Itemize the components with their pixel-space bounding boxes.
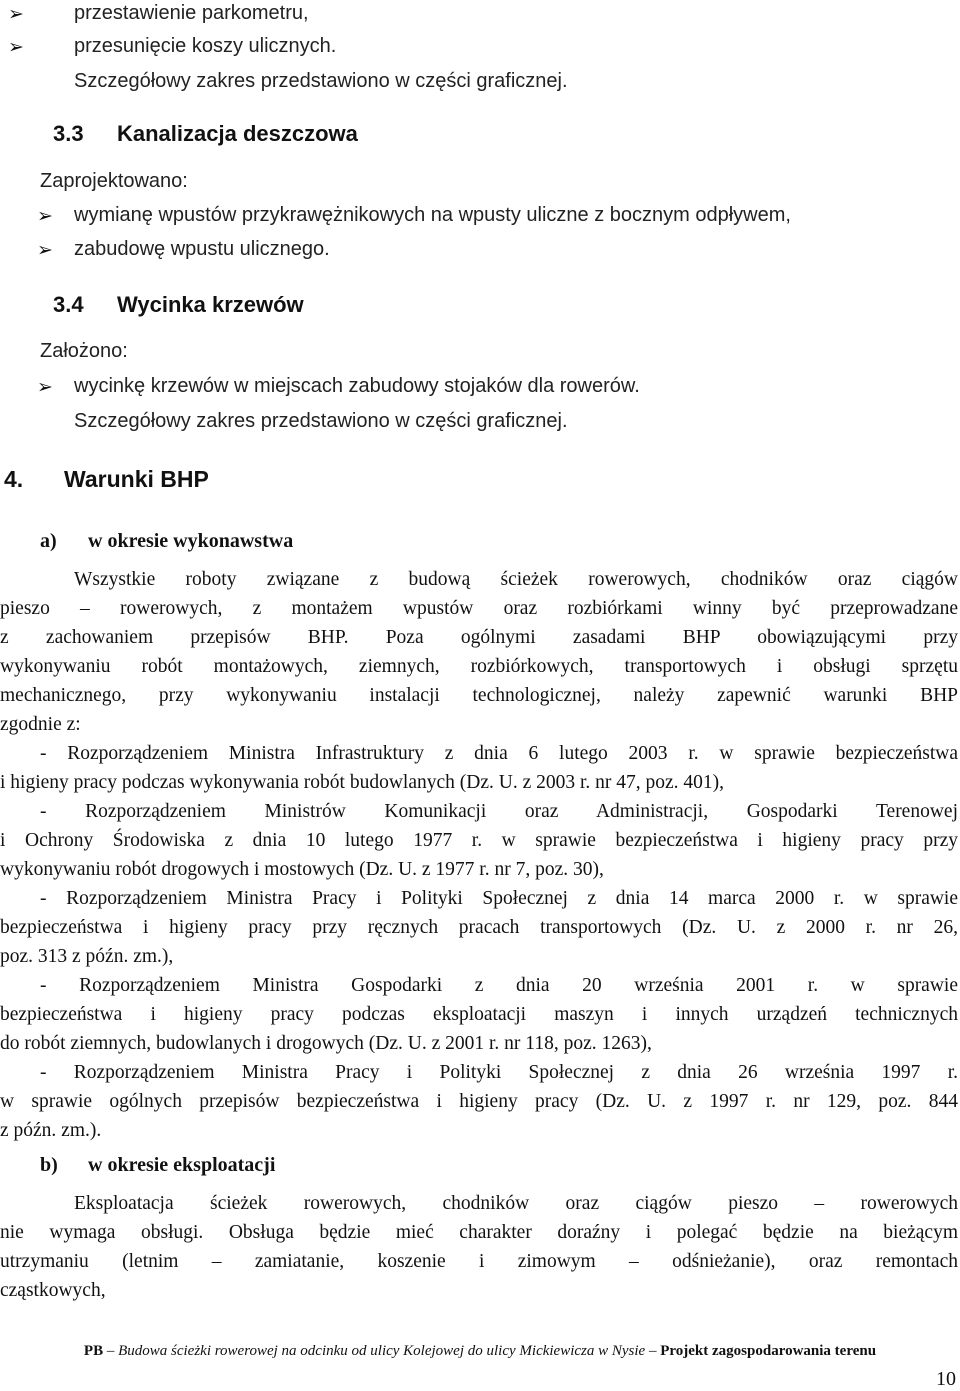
paragraph-line: pieszo – rowerowych, z montażem wpustów oraz rozbiórkami winny być przeprowadzane	[0, 598, 958, 619]
footer-document-type: Projekt zagospodarowania terenu	[660, 1343, 877, 1359]
arrow-bullet-icon: ➢	[37, 376, 53, 398]
footer-pb: PB	[83, 1343, 104, 1359]
paragraph-line: z zachowaniem przepisów BHP. Poza ogólnymi zasadami BHP obowiązującymi przy	[0, 627, 958, 648]
section-number: 3.3	[53, 121, 84, 146]
page-footer	[0, 1343, 960, 1360]
graphic-reference-note: Szczegółowy zakres przedstawiono w części graficznej.	[74, 410, 568, 432]
arrow-bullet-icon: ➢	[37, 205, 53, 227]
paragraph-line: poz. 313 z późn. zm.),	[0, 946, 174, 967]
paragraph-line: wykonywaniu robót drogowych i mostowych (Dz. U. z 1977 r. nr 7, poz. 30),	[0, 859, 604, 880]
section-number: 3.4	[53, 292, 84, 317]
paragraph-line: - Rozporządzeniem Ministra Pracy i Polityki Społecznej z dnia 14 marca 2000 r. w sprawie	[40, 888, 958, 909]
paragraph-line: - Rozporządzeniem Ministra Pracy i Polityki Społecznej z dnia 26 września 1997 r.	[40, 1062, 958, 1083]
subsection-title: w okresie wykonawstwa	[88, 530, 294, 552]
paragraph-line: Eksploatacja ścieżek rowerowych, chodników oraz ciągów pieszo – rowerowych	[74, 1193, 958, 1214]
paragraph-line: cząstkowych,	[0, 1280, 106, 1301]
paragraph-line: do robót ziemnych, budowlanych i drogowych (Dz. U. z 2001 r. nr 118, poz. 1263),	[0, 1033, 652, 1054]
footer-separator: –	[648, 1343, 657, 1359]
section-title: Kanalizacja deszczowa	[117, 121, 358, 146]
list-item: przestawienie parkometru,	[74, 2, 309, 24]
section-number: 4.	[4, 466, 24, 492]
paragraph-line: w sprawie ogólnych przepisów bezpieczeństwa i higieny pracy (Dz. U. z 1997 r. nr 129, poz. 844	[0, 1091, 958, 1112]
list-item: wymianę wpustów przykrawężnikowych na wpusty uliczne z bocznym odpływem,	[74, 204, 791, 226]
paragraph-line: z późn. zm.).	[0, 1120, 102, 1141]
subsection-label: b)	[40, 1154, 58, 1176]
list-item: przesunięcie koszy ulicznych.	[74, 35, 337, 57]
arrow-bullet-icon: ➢	[37, 239, 53, 261]
list-item: zabudowę wpustu ulicznego.	[74, 238, 330, 260]
bhp-construction-paragraph	[0, 565, 958, 1145]
subsection-label: a)	[40, 530, 57, 552]
footer-project-name: Budowa ścieżki rowerowej na odcinku od ulicy Kolejowej do ulicy Mickiewicza w Nysie	[118, 1343, 646, 1359]
paragraph-line: - Rozporządzeniem Ministra Gospodarki z dnia 20 września 2001 r. w sprawie	[40, 975, 958, 996]
paragraph-line: nie wymaga obsługi. Obsługa będzie mieć charakter doraźny i polegać będzie na bieżącym	[0, 1222, 958, 1243]
paragraph-line: - Rozporządzeniem Ministrów Komunikacji oraz Administracji, Gospodarki Terenowej	[40, 801, 958, 822]
paragraph-line: bezpieczeństwa i higieny pracy przy ręcznych pracach transportowych (Dz. U. z 2000 r. nr 26,	[0, 917, 958, 938]
arrow-bullet-icon: ➢	[8, 36, 24, 58]
graphic-reference-note: Szczegółowy zakres przedstawiono w części graficznej.	[74, 70, 568, 92]
arrow-bullet-icon: ➢	[8, 3, 24, 25]
paragraph-line: mechanicznego, przy wykonywaniu instalacji technologicznej, należy zapewnić warunki BHP	[0, 685, 958, 706]
paragraph-line: i higieny pracy podczas wykonywania robót budowlanych (Dz. U. z 2003 r. nr 47, poz. 401),	[0, 772, 725, 793]
subsection-title: w okresie eksploatacji	[88, 1154, 276, 1176]
footer-separator: –	[106, 1343, 115, 1359]
paragraph-line: bezpieczeństwa i higieny pracy podczas eksploatacji maszyn i innych urządzeń technicznych	[0, 1004, 958, 1025]
paragraph-line: - Rozporządzeniem Ministra Infrastruktury z dnia 6 lutego 2003 r. w sprawie bezpieczeństwa	[40, 743, 958, 764]
paragraph-line: i Ochrony Środowiska z dnia 10 lutego 1977 r. w sprawie bezpieczeństwa i higieny pracy przy	[0, 830, 958, 851]
paragraph-line: utrzymaniu (letnim – zamiatanie, koszenie i zimowym – odśnieżanie), oraz remontach	[0, 1251, 958, 1272]
page-number: 10	[936, 1368, 956, 1390]
paragraph-line: zgodnie z:	[0, 714, 81, 735]
paragraph-line: Wszystkie roboty związane z budową ścieżek rowerowych, chodników oraz ciągów	[74, 569, 958, 590]
list-item: wycinkę krzewów w miejscach zabudowy stojaków dla rowerów.	[74, 375, 640, 397]
section-title: Wycinka krzewów	[117, 292, 304, 317]
section-lead: Zaprojektowano:	[40, 170, 188, 192]
section-title: Warunki BHP	[64, 466, 209, 492]
bhp-operation-paragraph	[0, 1189, 958, 1305]
paragraph-line: wykonywaniu robót montażowych, ziemnych, rozbiórkowych, transportowych i obsługi sprzętu	[0, 656, 958, 677]
section-lead: Założono:	[40, 340, 128, 362]
